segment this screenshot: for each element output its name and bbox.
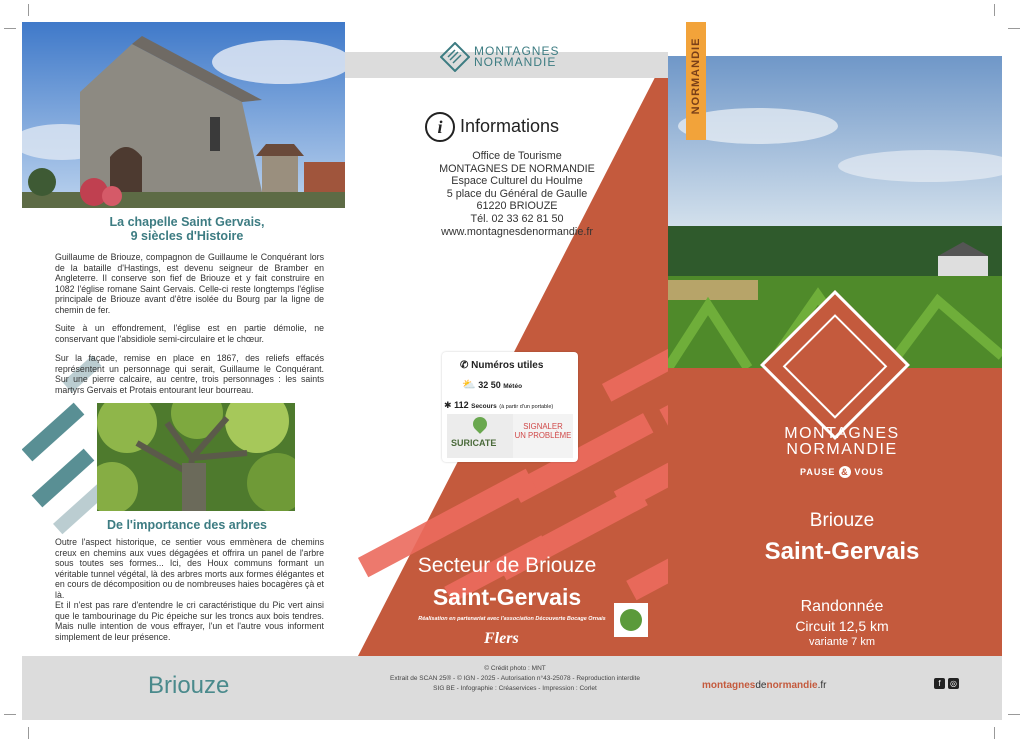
header-logo-text xyxy=(474,46,559,68)
info-line: Espace Culturel du Houlme xyxy=(451,175,583,188)
suricate-banner[interactable] xyxy=(447,414,573,458)
trees-paragraph-2: Et il n'est pas rare d'entendre le cri caractéristique du Pic vert ainsi que le tambourinage du Pic épeiche sur les troncs aux bois tendres. Mais nulle intention de vous effrayer, l'un et l'autre vous informent simplement de leur présence. xyxy=(55,600,324,642)
chapel-title xyxy=(62,215,312,243)
useful-numbers-card xyxy=(442,352,578,462)
logo-line2: NORMANDIE xyxy=(474,55,557,69)
chapel-title-line2: 9 siècles d'Histoire xyxy=(130,229,244,243)
suricate-label: SURICATE xyxy=(451,438,497,448)
info-line: 5 place du Général de Gaulle xyxy=(446,187,588,200)
credit-line: SIG BE - Infographie : Créaservices - Impression : Corlet xyxy=(433,685,597,692)
info-address-block xyxy=(387,150,647,238)
cover-route-name: Saint-Gervais xyxy=(764,538,920,565)
route-variant: variante 7 km xyxy=(808,636,876,648)
logo-line1: MONTAGNES xyxy=(474,44,560,58)
crop-mark xyxy=(4,714,16,715)
info-line: MONTAGNES DE NORMANDIE xyxy=(439,162,595,175)
secours-line xyxy=(444,400,553,411)
instagram-icon[interactable]: ◎ xyxy=(948,678,959,689)
report-problem-box xyxy=(513,414,573,458)
chapel-paragraph-3: Sur la façade, remise en place en 1867, des reliefs effacés représentent un personnage qui serait, Guillaume le Conquérant. Sur une pierre calcaire, au centre, trois personnages : les saints martyrs Gervais et Protais entourant leur bourreau. xyxy=(55,353,324,395)
route-distance: Circuit 12,5 km xyxy=(795,618,889,634)
secours-number: 112 xyxy=(454,400,469,410)
asterisk-icon: ✱ xyxy=(444,400,452,410)
crop-mark xyxy=(28,4,29,16)
crop-mark xyxy=(28,727,29,739)
partner-badge-icon xyxy=(620,609,642,631)
facebook-icon[interactable]: f xyxy=(934,678,945,689)
route-type: Randonnée xyxy=(800,598,884,615)
url-part: normandie xyxy=(766,680,818,691)
meteo-line xyxy=(462,378,522,391)
sector-title: Secteur de Briouze xyxy=(417,554,597,577)
brand-line2: NORMANDIE xyxy=(786,441,898,458)
url-part: montagnes xyxy=(702,680,756,691)
sector-name: Saint-Gervais xyxy=(432,584,582,610)
info-title: Informations xyxy=(460,116,560,136)
brand-name xyxy=(722,426,962,458)
footer-website-link[interactable] xyxy=(702,680,826,691)
chapel-photo xyxy=(22,22,345,208)
info-line: Office de Tourisme xyxy=(472,150,562,162)
report-line2: UN PROBLÈME xyxy=(514,431,572,440)
partner-logo xyxy=(614,603,648,637)
url-part: de xyxy=(755,680,767,691)
useful-numbers-title xyxy=(460,360,543,371)
trees-title: De l'importance des arbres xyxy=(107,518,267,532)
info-website-link[interactable]: www.montagnesdenormandie.fr xyxy=(441,225,593,238)
chapel-paragraph-1: Guillaume de Briouze, compagnon de Guillaume le Conquérant lors de la bataille d'Hastings, est devenu seigneur de Bramber en Angleterre. Il conserve son fief de Briouze et y fait construire en 1082 l'église romane Saint Gervais. Celle-ci reste longtemps l'église principale de Briouze avant d'être isolée du Bourg par la ligne de chemin de fer. xyxy=(55,252,324,315)
credit-line: © Crédit photo : MNT xyxy=(484,665,546,672)
weather-icon: ⛅ xyxy=(462,379,476,391)
flers-logo: Flers xyxy=(484,630,519,647)
tagline-amp: & xyxy=(839,466,851,478)
partnership-note: Réalisation en partenariat avec l'association Découverte Bocage Ornais xyxy=(418,616,606,622)
secours-note: (à partir d'un portable) xyxy=(499,404,554,410)
tagline-vous: VOUS xyxy=(854,467,884,477)
diamond-logo-icon xyxy=(440,42,470,72)
normandie-tab xyxy=(686,22,706,140)
crop-mark xyxy=(994,4,995,16)
useful-title-text: Numéros utiles xyxy=(471,360,544,371)
trees-paragraph-1: Outre l'aspect historique, ce sentier vous emmènera de chemins creux en chemins aux vues dégagées et offrira un panel de l'arbre sous toutes ses formes... Ici, des Houx communs formant un véritable tunnel végétal, là des arbres morts aux formes élégantes et en cours de décomposition ou de nombreuses haies bocagères çà et là. xyxy=(55,537,324,600)
secours-label: Secours xyxy=(471,403,497,410)
brand-diamond-inner xyxy=(783,314,888,419)
chapel-paragraph-2: Suite à un effondrement, l'église est en partie démolie, ne conservant que l'absidiole semi-circulaire et le chœur. xyxy=(55,323,324,344)
crop-mark xyxy=(994,727,995,739)
crop-mark xyxy=(4,28,16,29)
info-icon: i xyxy=(425,112,455,142)
info-line: 61220 BRIOUZE xyxy=(476,200,558,213)
credit-line: Extrait de SCAN 25® - © IGN - 2025 - Autorisation n°43-25078 - Reproduction interdite xyxy=(390,675,640,682)
crop-mark xyxy=(1008,714,1020,715)
report-line1: SIGNALER xyxy=(523,422,563,431)
meteo-number: 32 50 xyxy=(478,380,501,390)
crop-mark xyxy=(1008,28,1020,29)
map-pin-icon xyxy=(470,414,490,434)
tagline-pause: PAUSE xyxy=(800,467,836,477)
footer-town: Briouze xyxy=(148,672,230,699)
info-line: Tél. 02 33 62 81 50 xyxy=(470,212,564,225)
cover-town: Briouze xyxy=(809,510,875,531)
phone-icon: ✆ xyxy=(460,360,472,371)
brochure-sheet xyxy=(22,22,1002,720)
footer-credits xyxy=(370,664,660,694)
normandie-tab-label: NORMANDIE xyxy=(690,37,702,115)
chapel-title-line1: La chapelle Saint Gervais, xyxy=(109,215,265,229)
footer-bar xyxy=(22,656,1002,720)
tagline xyxy=(722,466,962,478)
url-part: .fr xyxy=(817,680,827,691)
meteo-label: Météo xyxy=(503,383,523,390)
tree-photo xyxy=(97,403,295,511)
brand-line1: MONTAGNES xyxy=(784,425,900,442)
